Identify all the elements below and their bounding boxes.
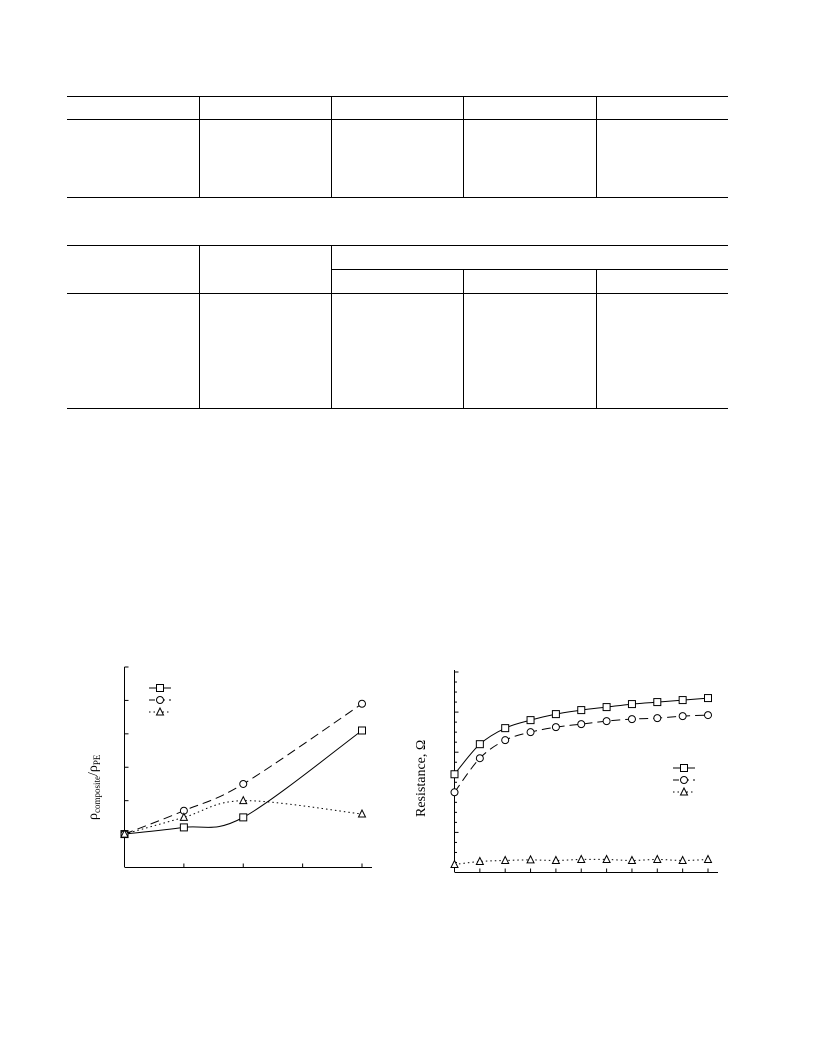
data-point-square [628,701,635,708]
data-point-circle [451,789,458,796]
data-point-circle [527,729,534,736]
data-point-square [679,697,686,704]
data-point-circle [705,712,712,719]
data-point-square [476,741,483,748]
data-point-square [552,711,559,718]
data-point-circle [628,716,635,723]
data-point-square [578,707,585,714]
y-label-rho-2: /ρ [86,765,101,776]
y-axis-label: Resistance, Ω [414,739,429,817]
y-label-sub-composite: composite [92,776,102,813]
y-label-sub-pe: PE [92,754,102,766]
data-point-square [654,699,661,706]
data-point-circle [578,721,585,728]
data-point-square [705,695,712,702]
y-label-rho: ρ [86,813,101,820]
data-point-triangle [705,855,712,862]
data-point-triangle [578,855,585,862]
data-point-square [451,771,458,778]
legend-marker-triangle [681,788,688,795]
data-point-circle [476,755,483,762]
legend-marker-square [681,765,688,772]
data-point-circle [679,713,686,720]
legend-marker-circle [681,777,688,784]
data-point-circle [603,718,610,725]
data-point-circle [502,737,509,744]
data-point-triangle [451,860,458,867]
data-point-circle [654,715,661,722]
data-point-square [502,725,509,732]
data-point-square [527,717,534,724]
data-point-triangle [654,855,661,862]
data-point-triangle [502,856,509,863]
data-point-triangle [527,856,534,863]
data-point-square [603,704,610,711]
data-point-circle [552,724,559,731]
